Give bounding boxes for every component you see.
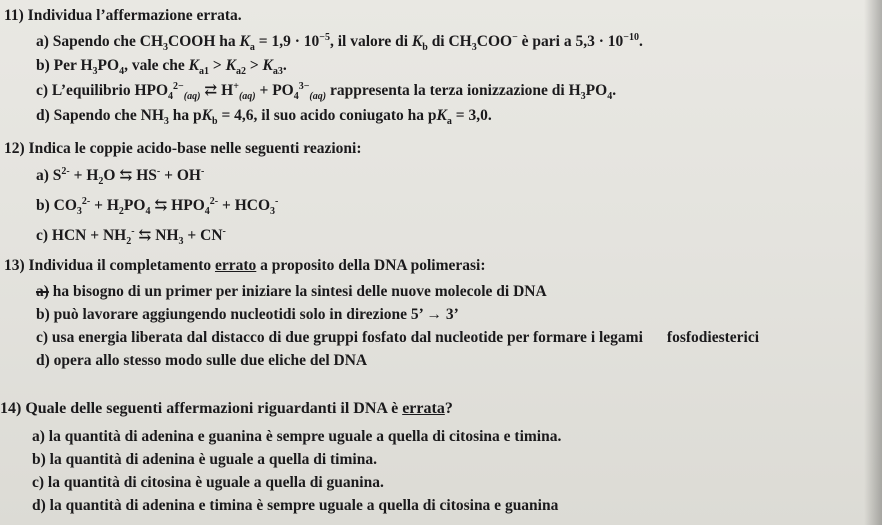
page-edge-shadow <box>864 0 882 525</box>
q13-title: 13) Individua il completamento errato a proposito della DNA polimerasi: <box>4 257 486 274</box>
q14-title: 14) Quale delle seguenti affermazioni riguardanti il DNA è errata? <box>0 400 453 417</box>
q12-reaction-a: a) $S^{2-} + H_2O$ ⇆ HS- + OH- <box>36 165 205 188</box>
q11-option-a: a) Sapendo che $CH_3COOH$ ha $K_a = 1,9 \cdot 10^{-5}$, il valore di $K_b$ di $CH_3COO^-$ è pari a $5,3 \cdot 10^{-10}$. <box>36 31 643 54</box>
q12-title: 12) Indica le coppie acido-base nelle seguenti reazioni: <box>4 140 362 157</box>
q11-option-b: b) Per $H_3PO_4$, vale che $K_{a1} > K_{a2} > K_{a3}$. <box>36 57 287 78</box>
q11-title: 11) Individua l’affermazione errata. <box>4 7 242 24</box>
q12-reaction-b: b) $CO_3^{2-} + H_2PO_4$ ⇆ $HPO_4^{2-} + HCO_3^-$ <box>36 195 279 218</box>
q11-option-d: d) Sapendo che $NH_3$ ha $pK_b = 4,6$, il suo acido coniugato ha $pK_a = 3,0$. <box>36 107 492 128</box>
q13-option-c: c) usa energia liberata dal distacco di due gruppi fosfato dal nucleotide per formare i legami fosfodiesterici <box>36 329 760 346</box>
q13-option-a: a) ha bisogno di un primer per iniziare la sintesi delle nuove molecole di DNA <box>36 283 547 300</box>
q12-reaction-c: c) HCN + $NH_2^-$ ⇆ $NH_3 + CN^-$ <box>36 225 226 248</box>
q14-option-c: c) la quantità di citosina è uguale a quella di guanina. <box>32 474 384 491</box>
q14-option-d: d) la quantità di adenina e timina è sempre uguale a quella di citosina e guanina <box>32 497 559 514</box>
q13-option-d: d) opera allo stesso modo sulle due eliche del DNA <box>36 352 368 369</box>
q14-option-a: a) la quantità di adenina e guanina è sempre uguale a quella di citosina e timina. <box>32 428 562 445</box>
struck-label: a) <box>36 283 49 300</box>
q13-option-b: b) può lavorare aggiungendo nucleotidi solo in direzione 5’ → 3’ <box>36 306 459 323</box>
q14-option-b: b) la quantità di adenina è uguale a quella di timina. <box>32 451 377 468</box>
q11-option-c: c) L’equilibrio $HPO_4^{2-}_{(aq)}$ ⇄ $H^+_{(aq)} + PO_4^{3-}_{(aq)}$ rappresenta la terza ionizzazione di $H_3PO_4$. <box>36 80 617 103</box>
